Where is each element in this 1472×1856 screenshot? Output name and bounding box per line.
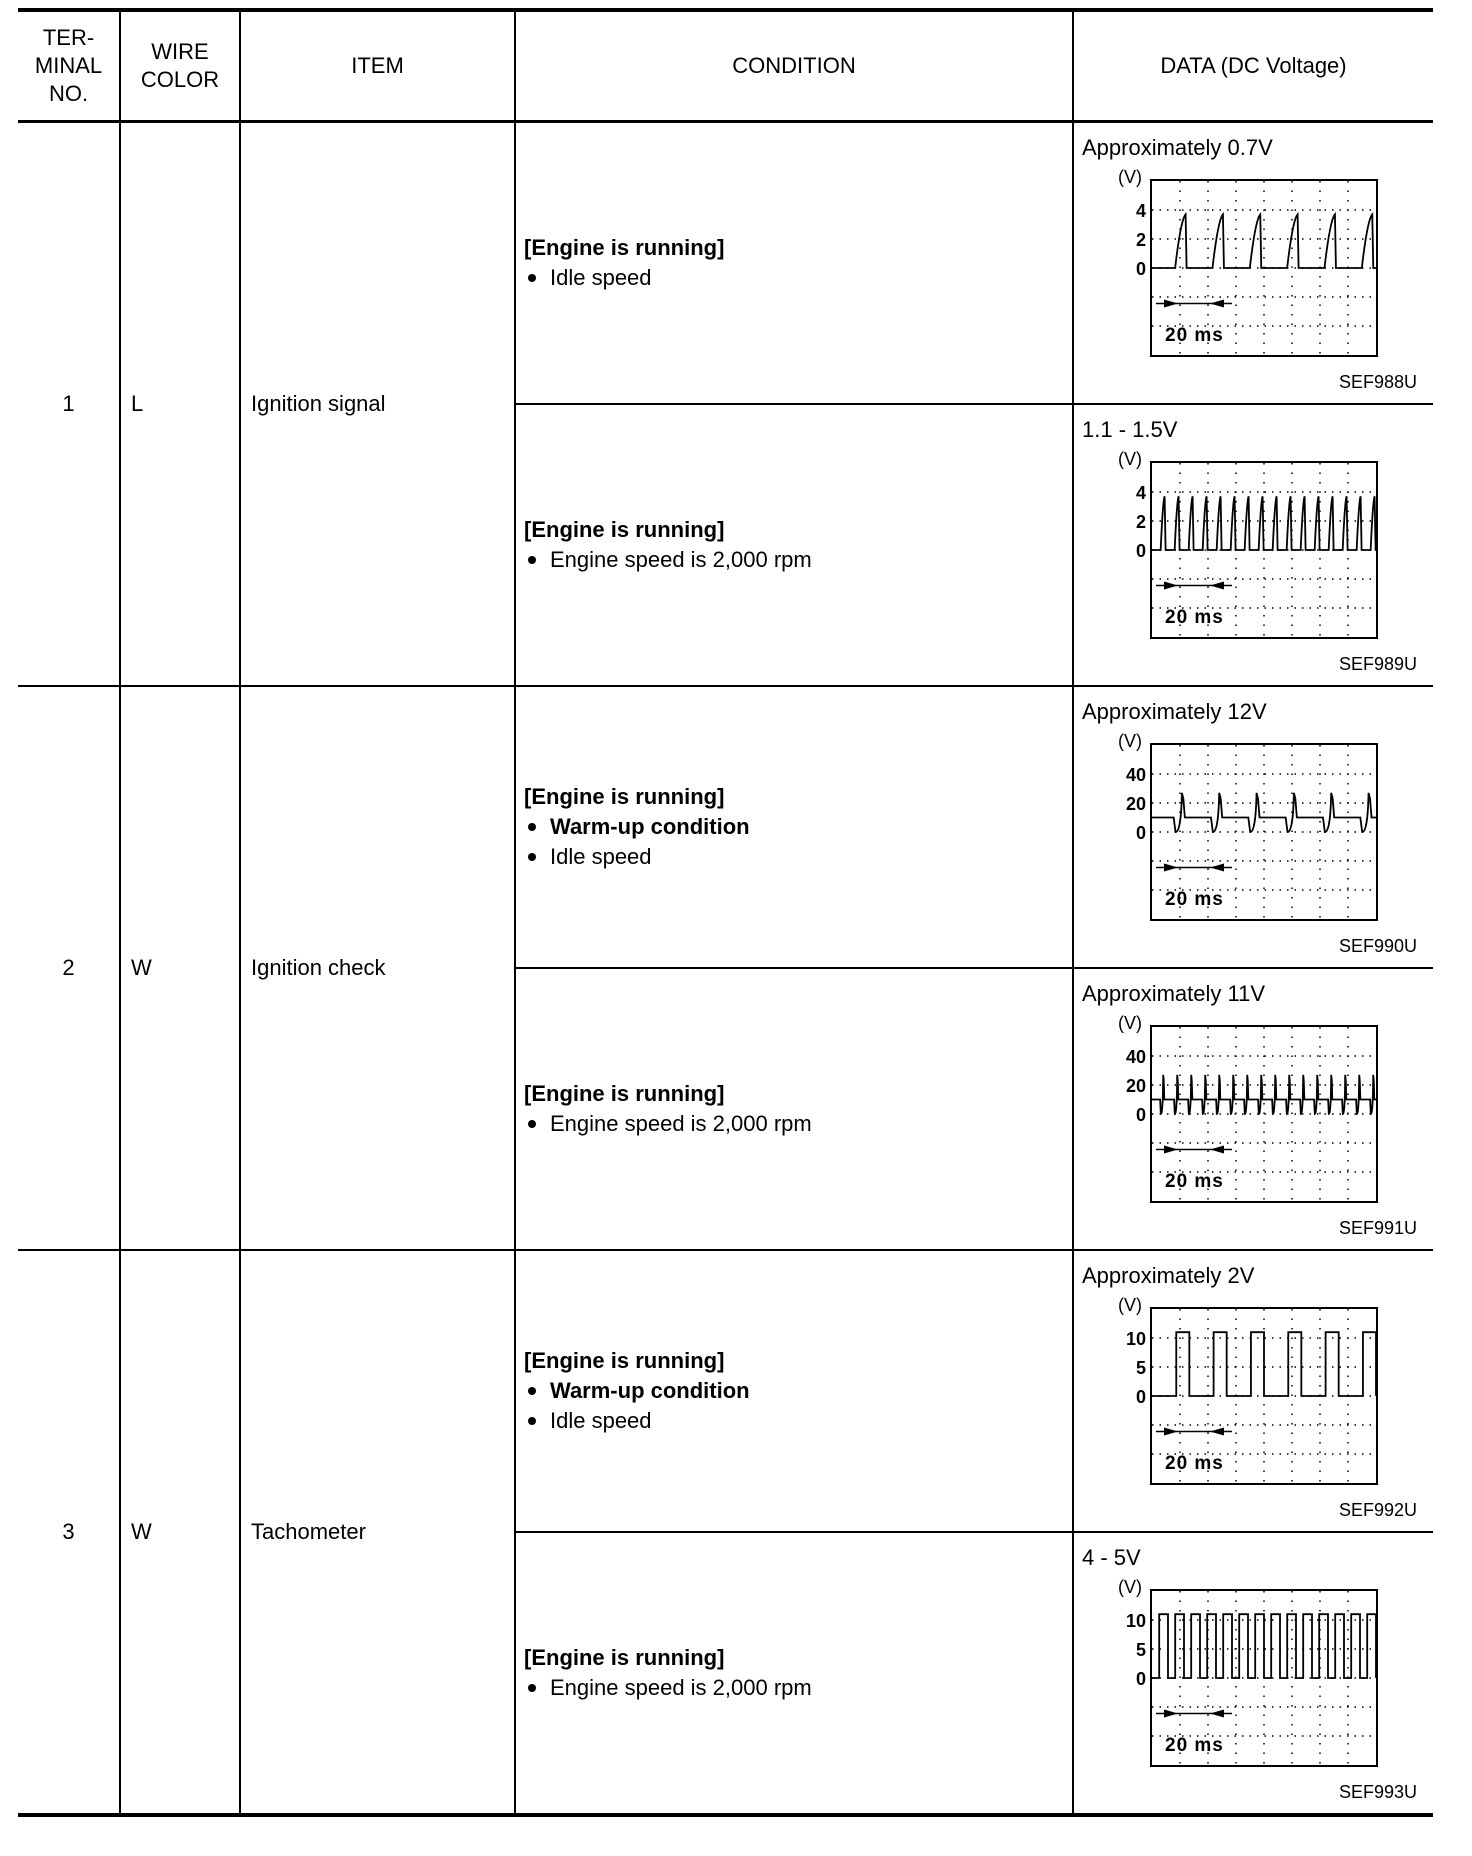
y-tick-label: 2 (1135, 512, 1146, 532)
header-text: NO. (48, 81, 89, 106)
condition-title: [Engine is running] (524, 1645, 725, 1670)
arrowhead-icon (1164, 864, 1178, 872)
data-cell (1073, 968, 1433, 1250)
arrowhead-icon (1210, 864, 1224, 872)
condition-bullet (524, 263, 1072, 293)
bullet-icon (528, 1120, 536, 1128)
condition-cell (515, 1532, 1073, 1815)
header-terminal-no (18, 10, 120, 122)
oscilloscope-waveform (1150, 1589, 1378, 1767)
arrowhead-icon (1164, 1710, 1178, 1718)
item-name: Ignition signal (240, 122, 515, 687)
voltage-value: Approximately 0.7V (1082, 135, 1273, 160)
data-cell (1073, 686, 1433, 968)
condition-bullet-text: Warm-up condition (550, 814, 750, 839)
figure-code: SEF988U (1338, 372, 1417, 392)
bullet-icon (528, 274, 536, 282)
waveform-trace (1152, 1614, 1376, 1678)
condition-cell (515, 404, 1073, 686)
data-cell (1073, 122, 1433, 405)
arrowhead-icon (1164, 1428, 1178, 1436)
voltage-value: Approximately 12V (1082, 699, 1267, 724)
condition-cell (515, 968, 1073, 1250)
arrowhead-icon (1210, 300, 1224, 308)
condition-title: [Engine is running] (524, 517, 725, 542)
terminal-no: 3 (18, 1250, 120, 1815)
oscilloscope-waveform (1150, 1025, 1378, 1203)
header-item: ITEM (240, 10, 515, 122)
condition-bullet-text: Engine speed is 2,000 rpm (550, 547, 812, 572)
y-tick-label: 0 (1135, 823, 1146, 843)
condition-cell (515, 1250, 1073, 1532)
condition-title: [Engine is running] (524, 784, 725, 809)
arrowhead-icon (1210, 582, 1224, 590)
y-tick-label: 10 (1125, 1611, 1146, 1631)
condition-cell (515, 122, 1073, 405)
y-tick-label: 0 (1135, 259, 1146, 279)
header-text: WIRE (151, 39, 209, 64)
wire-color: W (120, 686, 240, 1250)
voltage-value: Approximately 2V (1082, 1263, 1255, 1288)
condition-bullet (524, 842, 1072, 872)
waveform-trace (1152, 496, 1376, 550)
timebase-label: 20 ms (1165, 1735, 1224, 1756)
condition-bullet-text: Idle speed (550, 1408, 652, 1433)
header-text: TER- (42, 25, 95, 50)
condition-cell (515, 686, 1073, 968)
bullet-icon (528, 1684, 536, 1692)
terminal-data-table (18, 8, 1433, 1817)
voltage-value: 4 - 5V (1082, 1545, 1141, 1570)
waveform-trace (1152, 214, 1376, 268)
condition-bullet (524, 812, 1072, 842)
arrowhead-icon (1164, 1146, 1178, 1154)
y-tick-label: 5 (1135, 1358, 1146, 1378)
terminal-no: 1 (18, 122, 120, 687)
y-tick-label: 20 (1125, 1076, 1146, 1096)
condition-bullet (524, 1376, 1072, 1406)
y-axis-unit: (V) (1118, 731, 1142, 751)
condition-bullet (524, 1109, 1072, 1139)
item-name: Ignition check (240, 686, 515, 1250)
table-row (18, 122, 1433, 405)
waveform-trace (1152, 1332, 1376, 1396)
bullet-icon (528, 853, 536, 861)
item-name: Tachometer (240, 1250, 515, 1815)
condition-bullet (524, 1673, 1072, 1703)
header-text: COLOR (140, 67, 220, 92)
condition-bullet-text: Engine speed is 2,000 rpm (550, 1111, 812, 1136)
header-data: DATA (DC Voltage) (1073, 10, 1433, 122)
oscilloscope-waveform (1150, 1307, 1378, 1485)
header-row (18, 10, 1433, 122)
y-tick-label: 2 (1135, 230, 1146, 250)
table-row (18, 1250, 1433, 1532)
y-tick-label: 0 (1135, 1669, 1146, 1689)
data-cell (1073, 404, 1433, 686)
condition-bullet-text: Idle speed (550, 265, 652, 290)
arrowhead-icon (1210, 1710, 1224, 1718)
y-tick-label: 0 (1135, 541, 1146, 561)
bullet-icon (528, 823, 536, 831)
y-tick-label: 40 (1125, 1047, 1146, 1067)
y-axis-unit: (V) (1118, 1295, 1142, 1315)
condition-title: [Engine is running] (524, 1081, 725, 1106)
y-tick-label: 4 (1135, 201, 1146, 221)
condition-bullet-text: Idle speed (550, 844, 652, 869)
data-cell (1073, 1532, 1433, 1815)
terminal-no: 2 (18, 686, 120, 1250)
condition-bullet-text: Engine speed is 2,000 rpm (550, 1675, 812, 1700)
voltage-value: 1.1 - 1.5V (1082, 417, 1178, 442)
bullet-icon (528, 556, 536, 564)
timebase-label: 20 ms (1165, 889, 1224, 910)
figure-code: SEF991U (1338, 1218, 1417, 1238)
y-axis-unit: (V) (1118, 1013, 1142, 1033)
y-tick-label: 20 (1125, 794, 1146, 814)
header-condition: CONDITION (515, 10, 1073, 122)
data-cell (1073, 1250, 1433, 1532)
figure-code: SEF990U (1338, 936, 1417, 956)
voltage-value: Approximately 11V (1082, 981, 1266, 1006)
oscilloscope-waveform (1150, 461, 1378, 639)
y-tick-label: 4 (1135, 483, 1146, 503)
y-tick-label: 0 (1135, 1105, 1146, 1125)
bullet-icon (528, 1417, 536, 1425)
timebase-label: 20 ms (1165, 1453, 1224, 1474)
condition-title: [Engine is running] (524, 235, 725, 260)
figure-code: SEF992U (1338, 1500, 1417, 1520)
y-axis-unit: (V) (1118, 449, 1142, 469)
oscilloscope-waveform (1150, 743, 1378, 921)
arrowhead-icon (1210, 1146, 1224, 1154)
condition-bullet (524, 545, 1072, 575)
condition-title: [Engine is running] (524, 1348, 725, 1373)
y-tick-label: 0 (1135, 1387, 1146, 1407)
y-axis-unit: (V) (1118, 167, 1142, 187)
timebase-label: 20 ms (1165, 1171, 1224, 1192)
timebase-label: 20 ms (1165, 325, 1224, 346)
oscilloscope-waveform (1150, 179, 1378, 357)
y-tick-label: 40 (1125, 765, 1146, 785)
table-row (18, 686, 1433, 968)
y-axis-unit: (V) (1118, 1577, 1142, 1597)
wire-color: L (120, 122, 240, 687)
y-tick-label: 10 (1125, 1329, 1146, 1349)
arrowhead-icon (1164, 582, 1178, 590)
arrowhead-icon (1210, 1428, 1224, 1436)
wire-color: W (120, 1250, 240, 1815)
arrowhead-icon (1164, 300, 1178, 308)
timebase-label: 20 ms (1165, 607, 1224, 628)
figure-code: SEF989U (1338, 654, 1417, 674)
figure-code: SEF993U (1338, 1782, 1417, 1802)
bullet-icon (528, 1387, 536, 1395)
header-text: MINAL (34, 53, 103, 78)
condition-bullet (524, 1406, 1072, 1436)
header-wire-color (120, 10, 240, 122)
condition-bullet-text: Warm-up condition (550, 1378, 750, 1403)
y-tick-label: 5 (1135, 1640, 1146, 1660)
